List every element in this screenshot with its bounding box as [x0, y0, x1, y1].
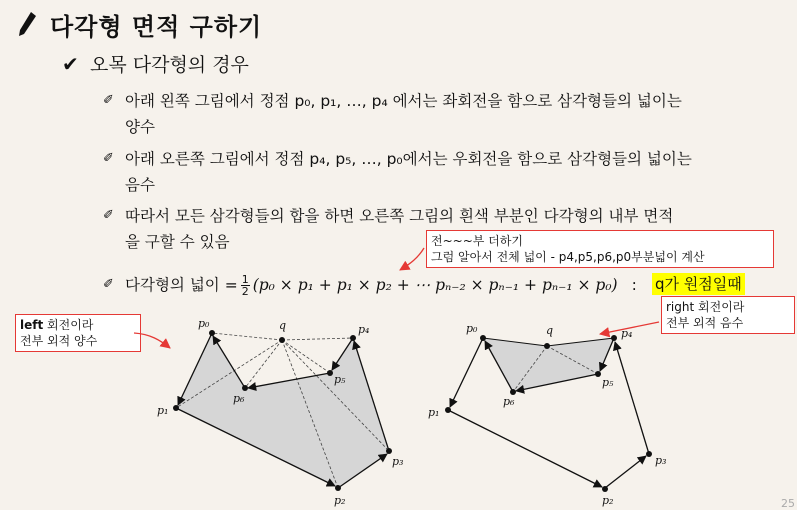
vertex-p6	[242, 385, 248, 391]
label-p2: p₂	[334, 494, 346, 507]
label-p5: p₅	[334, 373, 346, 386]
note-left-line2: 전부 외적 양수	[20, 334, 98, 348]
vertex-q	[279, 337, 285, 343]
vertex-p3	[386, 448, 392, 454]
bullet-1-line1: 아래 왼쪽 그림에서 정점 p₀, p₁, …, p₄ 에서는 좌회전을 함으로 삼각형들의 넓이는	[125, 92, 682, 110]
right-polygon-figure	[428, 322, 666, 507]
vertex-p1	[173, 405, 179, 411]
note-center-line2: 그럼 알아서 전체 넓이 - p4,p5,p6,p0부분넓이 계산	[431, 250, 705, 264]
note-left-bold: left	[20, 318, 44, 332]
label-r-p2: p₂	[602, 494, 614, 507]
vertex-r-p2	[602, 486, 608, 492]
page-title: 다각형 면적 구하기	[50, 12, 263, 41]
vertex-p2	[335, 485, 341, 491]
bullet-3-line2: 을 구할 수 있음	[125, 233, 230, 251]
note-center-arrow	[400, 248, 424, 270]
note-center-line1: 전~~~부 더하기	[431, 234, 523, 248]
label-r-p1: p₁	[428, 406, 440, 419]
bullet-2-line2: 음수	[125, 176, 155, 194]
subtitle: 오목 다각형의 경우	[90, 54, 249, 76]
label-p1: p₁	[157, 404, 169, 417]
formula-expression: (p₀ × p₁ + p₁ × p₂ + ⋯ pₙ₋₂ × pₙ₋₁ + pₙ₋₁ × p₀)	[252, 276, 618, 294]
vertex-p0	[209, 330, 215, 336]
pen-bullet-icon: ✐	[103, 208, 114, 223]
vertex-p4	[350, 335, 356, 341]
pen-bullet-icon: ✐	[103, 277, 114, 292]
edge-r-p1-p2	[448, 410, 602, 487]
note-left-line1: 회전이라	[43, 318, 94, 332]
edge-r-p2-p3	[605, 456, 646, 488]
label-p6: p₆	[233, 392, 245, 405]
vertex-r-p5	[595, 371, 601, 377]
pen-bullet-icon: ✐	[103, 93, 114, 108]
label-r-q: q	[546, 324, 554, 337]
bullet-1-line2: 양수	[125, 118, 155, 136]
vertex-r-p4	[611, 335, 617, 341]
label-r-p0: p₀	[466, 322, 478, 335]
note-right-bold: right	[666, 300, 695, 314]
formula-numerator: 1	[241, 272, 249, 286]
bullet-2-line1: 아래 오른쪽 그림에서 정점 p₄, p₅, …, p₀에서는 우회전을 함으로 삼각형들의 넓이는	[125, 150, 692, 168]
label-p3: p₃	[392, 455, 404, 468]
left-polygon-fill	[176, 333, 389, 488]
label-p4: p₄	[358, 323, 370, 336]
label-p0: p₀	[198, 317, 210, 330]
vertex-r-p0	[480, 335, 486, 341]
label-r-p3: p₃	[655, 454, 667, 467]
note-left-arrow	[134, 333, 170, 348]
formula-colon: :	[631, 276, 637, 294]
origin-highlight: q가 원점일때	[652, 273, 745, 295]
note-right-line1: 회전이라	[694, 300, 745, 314]
vertex-r-p3	[646, 451, 652, 457]
formula-denominator: 2	[241, 284, 249, 298]
formula-prefix: 다각형의 넓이 =	[125, 276, 238, 294]
vertex-r-p1	[445, 407, 451, 413]
vertex-p5	[327, 370, 333, 376]
pen-bullet-icon: ✐	[103, 151, 114, 166]
left-polygon-figure	[157, 317, 403, 507]
page-number: 25	[781, 497, 795, 510]
edge-r-p0-p1	[450, 338, 483, 407]
note-right-line2: 전부 외적 음수	[666, 316, 744, 330]
vertex-r-q	[544, 343, 550, 349]
label-r-p5: p₅	[602, 376, 614, 389]
edge-r-p3-p4	[615, 342, 649, 454]
label-r-p4: p₄	[621, 327, 633, 340]
bullet-3-line1: 따라서 모든 삼각형들의 합을 하면 오른쪽 그림의 흰색 부분인 다각형의 내부 면적	[125, 207, 674, 225]
checkmark-icon: ✔	[62, 51, 79, 76]
label-q: q	[279, 319, 287, 332]
label-r-p6: p₆	[503, 395, 515, 408]
